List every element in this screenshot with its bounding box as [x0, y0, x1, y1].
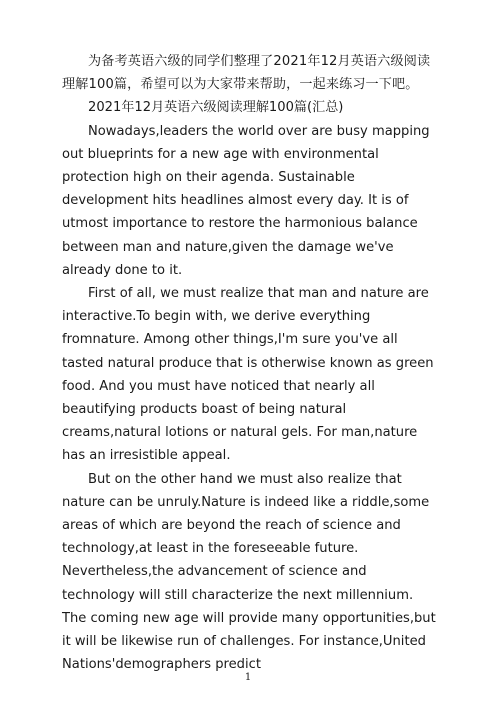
body-paragraph-3: But on the other hand we must also realize that nature can be unruly.Nature is indeed like a riddle,some areas of which are beyond the reach of science and technology,at least in the foreseeable future. Nevertheless,the advancement of science and technology will still characterize the next millennium. The coming new age will provide many opportunities,but it will be likewise run of challenges. For instance,United Nations'demographers predict	[62, 471, 436, 673]
intro-paragraph: 为备考英语六级的同学们整理了2021年12月英语六级阅读理解100篇，希望可以为大家带来帮助，一起来练习一下吧。	[62, 54, 431, 93]
body-paragraph-1: Nowadays,leaders the world over are busy mapping out blueprints for a new age with environmental protection high on their agenda. Sustainable development hits headlines almost every day. It is of utmost importance to restore the harmonious balance between man and nature,given the damage we've already done to it.	[62, 123, 430, 278]
body-paragraph-2: First of all, we must realize that man and nature are interactive.To begin with, we derive everything fromnature. Among other things,I'm sure you've all tasted natural produce that is otherwise known as green food. And you must have noticed that nearly all beautifying products boast of being natural creams,natural lotions or natural gels. For man,nature has an irresistible appeal.	[62, 286, 434, 464]
page-number: 1	[244, 672, 252, 683]
document-body	[62, 50, 440, 676]
article-title: 2021年12月英语六级阅读理解100篇(汇总)	[88, 100, 344, 116]
